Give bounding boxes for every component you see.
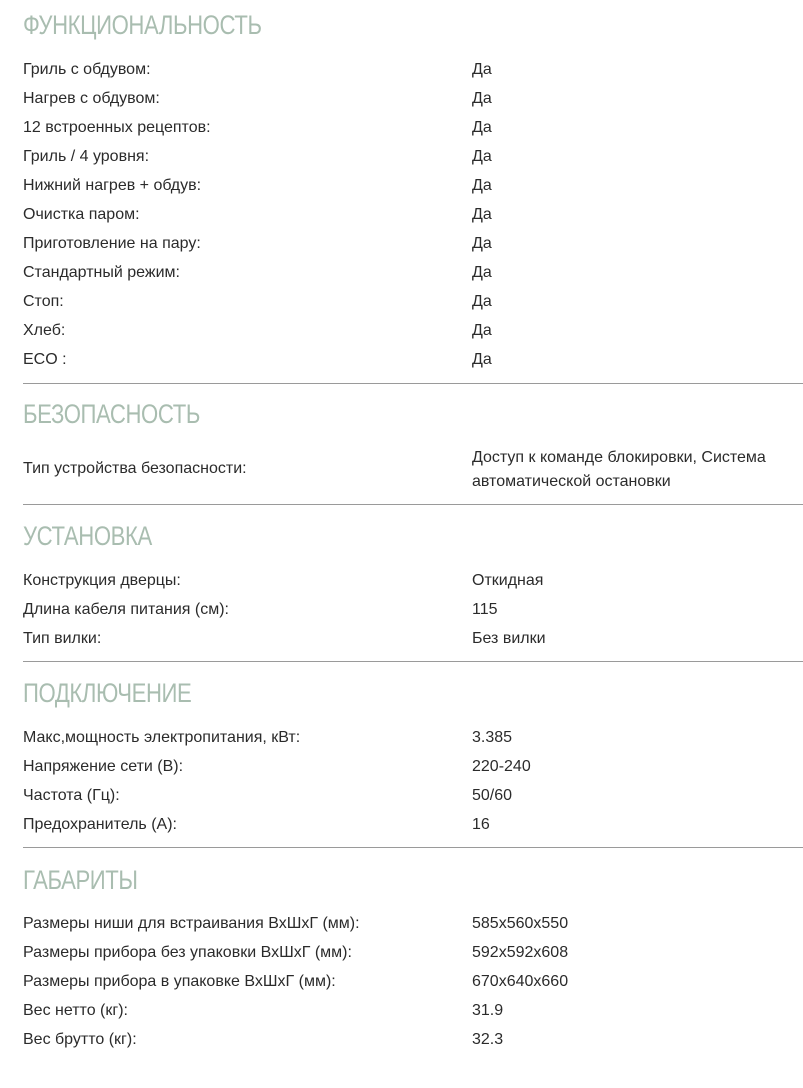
spec-label: Стоп: <box>23 293 64 310</box>
spec-label: Вес брутто (кг): <box>23 1031 137 1048</box>
spec-value: Да <box>472 119 492 136</box>
spec-value: Да <box>472 90 492 107</box>
spec-value: 32.3 <box>472 1031 504 1048</box>
spec-value: 220-240 <box>472 758 531 775</box>
spec-value: 31.9 <box>472 1002 504 1019</box>
spec-label: Размеры ниши для встраивания ВхШхГ (мм): <box>23 915 360 932</box>
spec-label: 12 встроенных рецептов: <box>23 119 211 136</box>
section-divider <box>23 847 803 848</box>
spec-label: ECO : <box>23 351 67 368</box>
spec-label: Частота (Гц): <box>23 787 120 804</box>
spec-label: Длина кабеля питания (см): <box>23 601 229 618</box>
spec-label: Стандартный режим: <box>23 264 180 281</box>
spec-label: Предохранитель (А): <box>23 816 177 833</box>
spec-label: Тип вилки: <box>23 630 102 647</box>
spec-label: Нагрев с обдувом: <box>23 90 160 107</box>
spec-value: Да <box>472 293 492 310</box>
section-title: БЕЗОПАСНОСТЬ <box>23 399 200 429</box>
spec-value: Да <box>472 61 492 78</box>
spec-value: 592x592x608 <box>472 944 569 961</box>
spec-label: Конструкция дверцы: <box>23 572 181 589</box>
section-title: УСТАНОВКА <box>23 521 152 551</box>
spec-value: Да <box>472 351 492 368</box>
spec-value: Откидная <box>472 572 544 589</box>
section-title: ФУНКЦИОНАЛЬНОСТЬ <box>23 10 262 40</box>
spec-label: Напряжение сети (В): <box>23 758 184 775</box>
spec-value: Да <box>472 148 492 165</box>
spec-value: 16 <box>472 816 490 833</box>
spec-label: Гриль / 4 уровня: <box>23 148 150 165</box>
spec-value: Да <box>472 235 492 252</box>
section-divider <box>23 383 803 384</box>
spec-value: Да <box>472 206 492 223</box>
spec-label: Хлеб: <box>23 322 66 339</box>
spec-value: 670x640x660 <box>472 973 569 990</box>
spec-value: 3.385 <box>472 729 513 746</box>
spec-value: 585x560x550 <box>472 915 569 932</box>
section-divider <box>23 504 803 505</box>
spec-label: Макс,мощность электропитания, кВт: <box>23 729 301 746</box>
spec-label: Очистка паром: <box>23 206 140 223</box>
section-title: ПОДКЛЮЧЕНИЕ <box>23 678 192 708</box>
spec-label: Размеры прибора без упаковки ВхШхГ (мм): <box>23 944 352 961</box>
spec-label: Вес нетто (кг): <box>23 1002 128 1019</box>
spec-label: Нижний нагрев + обдув: <box>23 177 202 194</box>
spec-label: Гриль с обдувом: <box>23 61 151 78</box>
spec-label: Размеры прибора в упаковке ВхШхГ (мм): <box>23 973 336 990</box>
spec-value: Да <box>472 322 492 339</box>
spec-value: Да <box>472 264 492 281</box>
section-divider <box>23 661 803 662</box>
spec-value: 115 <box>472 601 498 618</box>
spec-label: Тип устройства безопасности: <box>23 460 247 477</box>
spec-value: Доступ к команде блокировки, Система автоматической остановки <box>472 449 766 490</box>
section-title: ГАБАРИТЫ <box>23 865 138 895</box>
spec-value: 50/60 <box>472 787 513 804</box>
spec-label: Приготовление на пару: <box>23 235 201 252</box>
spec-value: Без вилки <box>472 630 546 647</box>
spec-value: Да <box>472 177 492 194</box>
